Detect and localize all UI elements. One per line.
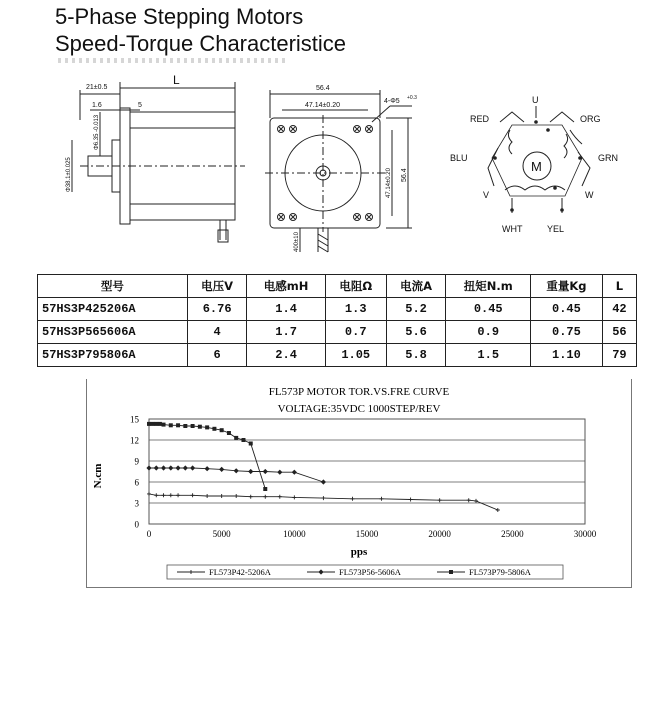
series-group [147, 422, 267, 491]
data-point [158, 422, 162, 426]
cell-model: 57HS3P425206A [38, 298, 188, 321]
data-point [438, 498, 442, 502]
dim-lead-length: 400±10 [294, 232, 300, 252]
data-point [474, 499, 478, 503]
x-tick-label: 20000 [428, 529, 451, 539]
x-axis-ticks [147, 529, 597, 539]
cell-weight: 1.10 [531, 344, 603, 367]
data-point [449, 570, 453, 574]
data-point [292, 495, 296, 499]
data-point [263, 487, 267, 491]
y-tick-label: 15 [130, 414, 139, 425]
dim-shaft-diameter: Φ6.35 -0.013 [94, 114, 100, 150]
cell-model: 57HS3P795806A [38, 344, 188, 367]
data-point [169, 493, 173, 497]
side-view-labels [66, 73, 180, 192]
data-point [380, 497, 384, 501]
dim-hole-spacing-h: 47.14±0.20 [305, 102, 340, 109]
plot-frame [149, 419, 585, 524]
cell-weight: 0.75 [531, 321, 603, 344]
y-axis-ticks [130, 415, 140, 530]
data-point [191, 424, 195, 428]
data-point [227, 431, 231, 435]
col-voltage: 电压V [187, 275, 247, 298]
y-tick-label: 3 [134, 498, 139, 509]
chart-title: FL573P MOTOR TOR.VS.FRE CURVE [268, 386, 450, 398]
data-point [212, 427, 216, 431]
data-point [205, 494, 209, 498]
chart-series [146, 422, 499, 512]
data-point [409, 498, 413, 502]
cell-resistance: 0.7 [325, 321, 386, 344]
cell-torque: 0.9 [446, 321, 531, 344]
dim-5: 5 [138, 102, 142, 109]
cell-inductance: 1.7 [247, 321, 325, 344]
cell-voltage: 6.76 [187, 298, 247, 321]
legend-label: FL573P56-5606A [339, 567, 401, 578]
cell-voltage: 6 [187, 344, 247, 367]
torque-curve-chart [86, 379, 632, 588]
table-row [38, 321, 637, 344]
data-point [277, 470, 282, 475]
data-point [220, 494, 224, 498]
data-point [161, 465, 166, 470]
dim-L: L [173, 73, 180, 87]
table-row [38, 344, 637, 367]
data-point [234, 436, 238, 440]
data-point [278, 495, 282, 499]
x-tick-label: 5000 [212, 529, 231, 539]
x-tick-label: 30000 [573, 529, 597, 539]
cell-current: 5.6 [386, 321, 446, 344]
cell-resistance: 1.3 [325, 298, 386, 321]
spec-table [37, 274, 637, 367]
y-tick-label: 12 [130, 435, 139, 446]
data-point [249, 442, 253, 446]
data-point [169, 423, 173, 427]
chart-legend [167, 565, 563, 579]
col-length: L [602, 275, 636, 298]
dim-holes-tolerance: +0.3 [407, 95, 417, 101]
data-point [205, 425, 209, 429]
dim-width: 56.4 [316, 85, 330, 92]
col-current: 电流A [386, 275, 446, 298]
wire-wht: WHT [502, 224, 523, 234]
data-point [321, 496, 325, 500]
cell-current: 5.2 [386, 298, 446, 321]
col-weight: 重量Kg [531, 275, 603, 298]
data-point [219, 467, 224, 472]
y-tick-label: 6 [134, 477, 139, 488]
wire-u: U [532, 95, 539, 105]
chart-svg [87, 379, 631, 587]
dim-height: 56.4 [401, 168, 408, 182]
data-point [147, 492, 151, 496]
wire-v: V [483, 190, 490, 200]
data-point [205, 466, 210, 471]
cell-weight: 0.45 [531, 298, 603, 321]
data-point [249, 495, 253, 499]
dim-21: 21±0.5 [86, 84, 108, 91]
motor-symbol: M [531, 159, 542, 174]
cell-inductance: 1.4 [247, 298, 325, 321]
series-group [147, 492, 500, 512]
dim-hole-spacing-v: 47.14±0.20 [386, 168, 392, 198]
x-tick-label: 25000 [501, 529, 524, 539]
col-resistance: 电阻Ω [325, 275, 386, 298]
x-axis-label: pps [350, 546, 368, 558]
col-torque: 扭矩N.m [446, 275, 531, 298]
data-point [234, 494, 238, 498]
data-point [241, 438, 245, 442]
data-point [183, 465, 188, 470]
dim-holes: 4-Φ5 [384, 98, 400, 105]
cell-torque: 1.5 [446, 344, 531, 367]
data-point [162, 423, 166, 427]
data-point [151, 422, 155, 426]
wire-yel: YEL [547, 224, 565, 234]
data-point [154, 493, 158, 497]
cell-voltage: 4 [187, 321, 247, 344]
data-point [350, 497, 354, 501]
y-tick-label: 9 [134, 456, 139, 467]
data-point [154, 465, 159, 470]
col-inductance: 电感mH [247, 275, 325, 298]
cell-torque: 0.45 [446, 298, 531, 321]
legend-label: FL573P79-5806A [469, 567, 531, 578]
wiring-labels [450, 95, 618, 234]
dim-1-6: 1.6 [92, 102, 102, 109]
data-point [321, 479, 326, 484]
motor-drawings [0, 70, 668, 270]
series-line [149, 424, 265, 489]
wire-blu: BLU [450, 153, 468, 163]
cell-length: 56 [602, 321, 636, 344]
data-point [198, 425, 202, 429]
data-point [176, 493, 180, 497]
data-point [191, 493, 195, 497]
data-point [220, 428, 224, 432]
page-title-line1: 5-Phase Stepping Motors [55, 4, 304, 29]
data-point [248, 469, 253, 474]
data-point [263, 495, 267, 499]
col-model: 型号 [38, 275, 188, 298]
x-tick-label: 15000 [355, 529, 379, 539]
x-tick-label: 10000 [283, 529, 306, 539]
cell-resistance: 1.05 [325, 344, 386, 367]
legend-label: FL573P42-5206A [209, 567, 271, 578]
data-point [175, 465, 180, 470]
cell-model: 57HS3P565606A [38, 321, 188, 344]
data-point [154, 422, 158, 426]
faded-text-strip [58, 58, 288, 63]
y-axis-label: N.cm [92, 463, 104, 489]
data-point [183, 424, 187, 428]
chart-grid [149, 419, 585, 524]
data-point [176, 423, 180, 427]
data-point [234, 468, 239, 473]
table-row [38, 298, 637, 321]
data-point [263, 469, 268, 474]
data-point [162, 493, 166, 497]
cell-length: 42 [602, 298, 636, 321]
data-point [292, 470, 297, 475]
data-point [190, 465, 195, 470]
data-point [168, 465, 173, 470]
x-tick-label: 0 [146, 529, 152, 539]
data-point [147, 422, 151, 426]
cell-current: 5.8 [386, 344, 446, 367]
y-tick-label: 0 [134, 519, 139, 530]
wire-w: W [585, 190, 594, 200]
cell-inductance: 2.4 [247, 344, 325, 367]
data-point [146, 465, 151, 470]
data-point [467, 498, 471, 502]
spec-table-header-row [38, 275, 637, 298]
page-title-line2: Speed-Torque Characteristice [55, 31, 347, 56]
wire-red: RED [470, 114, 490, 124]
wire-org: ORG [580, 114, 601, 124]
wire-grn: GRN [598, 153, 618, 163]
cell-length: 79 [602, 344, 636, 367]
chart-subtitle: VOLTAGE:35VDC 1000STEP/REV [277, 403, 441, 415]
dim-boss-diameter: Φ38.1±0.025 [66, 157, 72, 192]
data-point [496, 508, 500, 512]
